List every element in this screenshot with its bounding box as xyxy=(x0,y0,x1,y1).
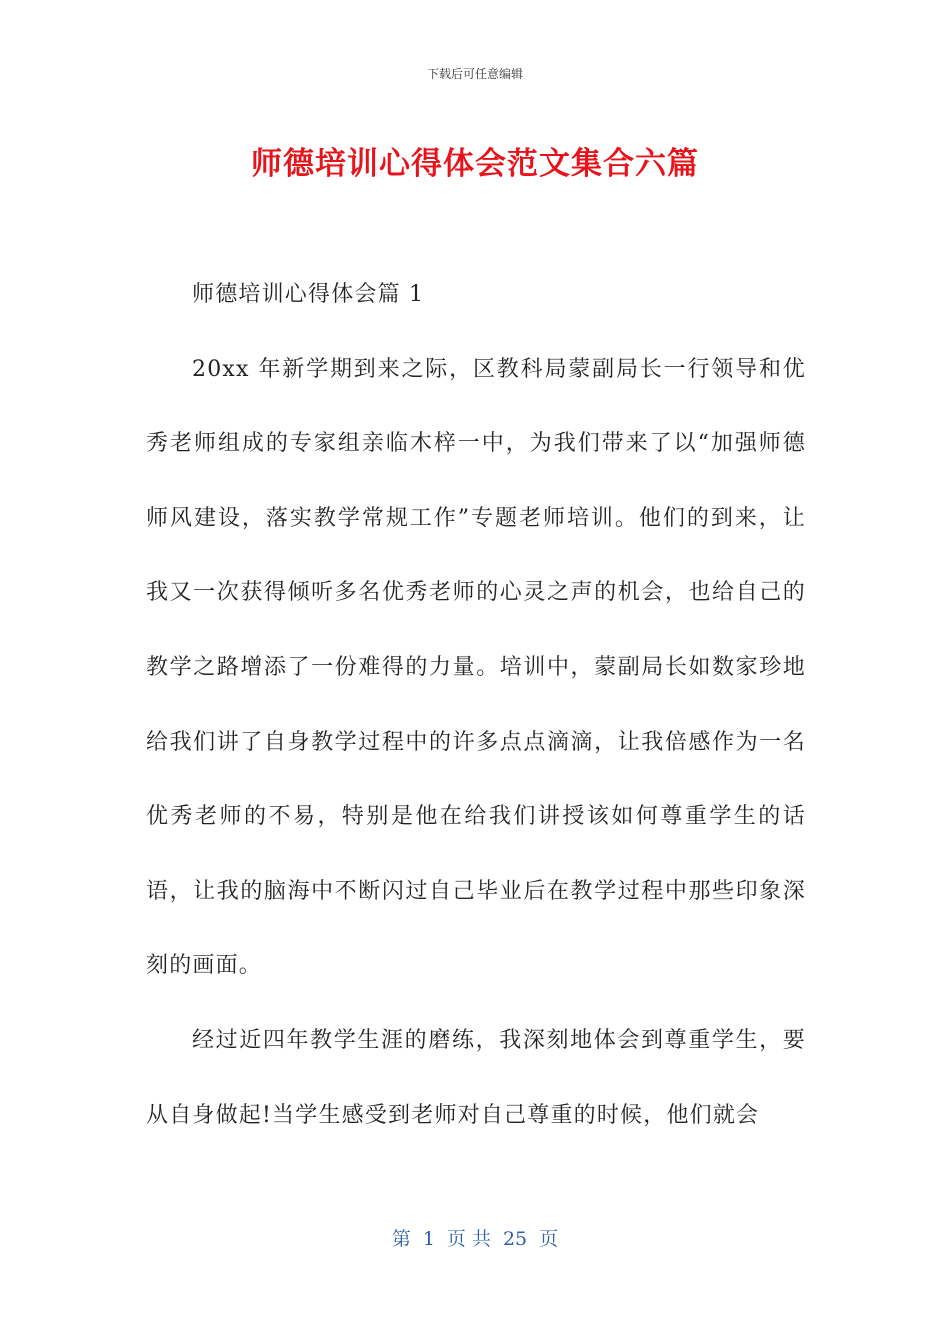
footer-middle: 页 共 xyxy=(446,1228,491,1250)
footer-suffix: 页 xyxy=(539,1228,559,1250)
footer-prefix: 第 xyxy=(391,1228,411,1250)
body-paragraph-1: 20xx 年新学期到来之际，区教科局蒙副局长一行领导和优秀老师组成的专家组亲临木梓一中，为我们带来了以“加强师德师风建设，落实教学常规工作”专题老师培训。他们的到来，让我又一次获得倾听多名优秀老师的心灵之声的机会，也给自己的教学之路增添了一份难得的力量。培训中，蒙副局长如数家珍地给我们讲了自身教学过程中的许多点点滴滴，让我倍感作为一名优秀老师的不易，特别是他在给我们讲授该如何尊重学生的话语，让我的脑海中不断闪过自己毕业后在教学过程中那些印象深刻的画面。 xyxy=(146,356,806,979)
footer-current-page: 1 xyxy=(422,1228,435,1250)
section-heading: 师德培训心得体会篇 1 xyxy=(192,282,425,307)
page-title: 师德培训心得体会范文集合六篇 xyxy=(251,146,699,182)
page-header-note: 下载后可任意编辑 xyxy=(426,67,523,81)
body-paragraph-2: 经过近四年教学生涯的磨练，我深刻地体会到尊重学生，要从自身做起!当学生感受到老师对自己尊重的时候，他们就会 xyxy=(146,1027,806,1128)
document-body xyxy=(146,258,806,1153)
page-number-footer xyxy=(0,1226,950,1252)
footer-total-pages: 25 xyxy=(502,1228,528,1250)
